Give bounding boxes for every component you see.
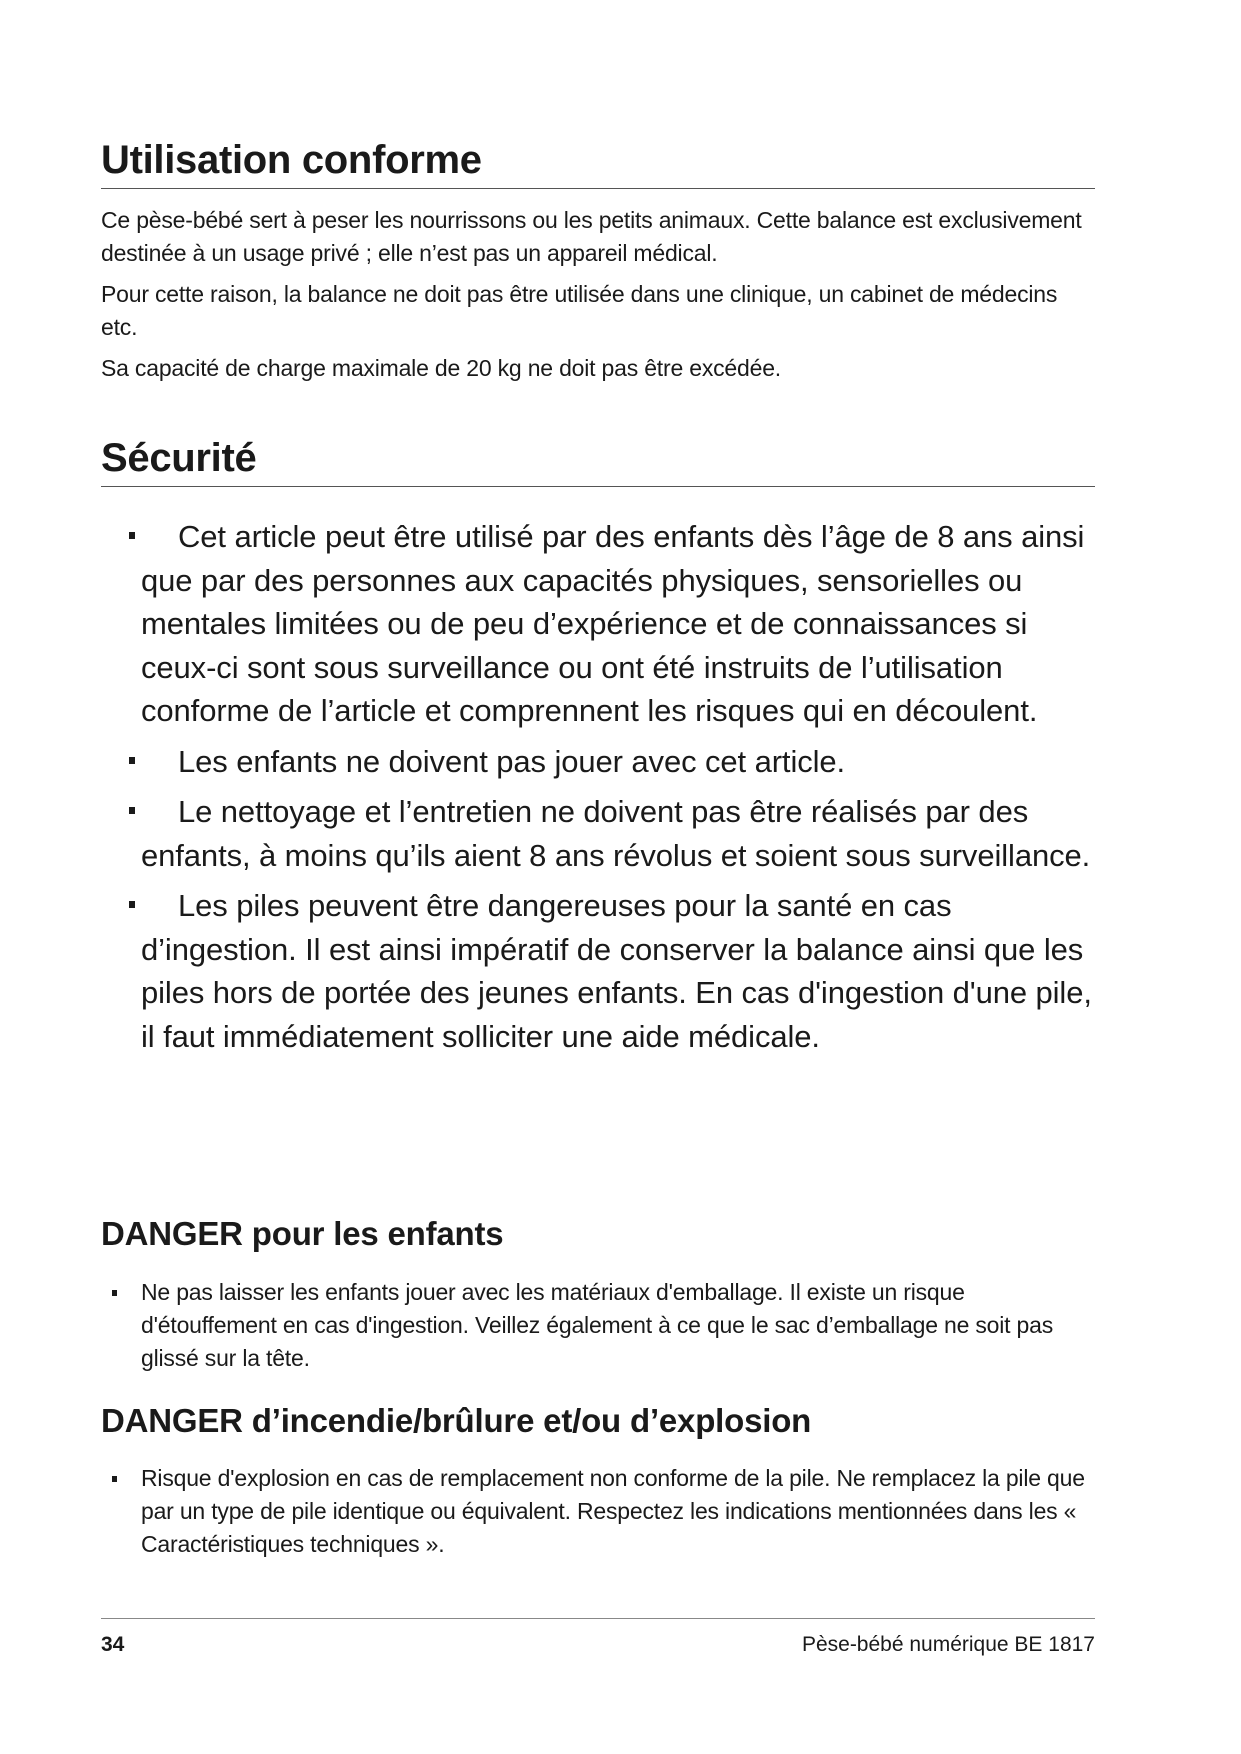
- list-item: [101, 790, 1095, 877]
- footer-divider: [101, 1618, 1095, 1619]
- footer-product-name: Pèse-bébé numérique BE 1817: [801, 1633, 1095, 1656]
- bullet-icon: [129, 757, 135, 764]
- section-title-utilisation: Utilisation conforme: [101, 136, 1095, 189]
- document-page: [101, 0, 1095, 1754]
- danger-enfants-list: [101, 1276, 1095, 1375]
- utilisation-paragraph-3: Sa capacité de charge maximale de 20 kg ne doit pas être excédée.: [101, 355, 781, 381]
- bullet-icon: [129, 901, 135, 908]
- list-item-text: d’ingestion. Il est ainsi impératif de conserver la balance ainsi que les piles hors de portée des jeunes enfants. En cas d'ingestion d'une pile, il faut immédiatement solliciter une aide médicale.: [141, 931, 1092, 1054]
- list-item-first-line: Les enfants ne doivent pas jouer avec cet article.: [178, 743, 846, 779]
- list-item-first-line: Le nettoyage et l’entretien ne doivent pas être réalisés par: [178, 794, 970, 829]
- section-title-securite: Sécurité: [101, 434, 1095, 487]
- list-item-text: 8 ans ainsi que par des personnes aux capacités physiques, sensorielles ou mentales limitées ou de peu d’expérience et de connaissances si ceux-ci sont sous surveillance ou ont été instruits de l’utilisation conforme de l’article et comprennent les risques qui en découlent.: [141, 519, 1085, 728]
- list-item-text: Ne pas laisser les enfants jouer avec les matériaux d'emballage. Il existe un risque d'étouffement en cas d'ingestion. Veillez également à ce que le sac d’emballage ne soit pas glissé sur la tête.: [141, 1279, 1054, 1371]
- section-title-danger-incendie: DANGER d’incendie/brûlure et/ou d’explosion: [101, 1402, 812, 1439]
- bullet-icon: [112, 1476, 117, 1482]
- list-item: [101, 1462, 1095, 1561]
- securite-list: [101, 515, 1095, 1065]
- list-item-text: Risque d'explosion en cas de remplacement non conforme de la pile. Ne remplacez la pile que par un type de pile identique ou équivalent. Respectez les indications mentionnées dans les « Caractéristiques techniques ».: [141, 1465, 1085, 1557]
- list-item: [101, 740, 1095, 784]
- utilisation-paragraph-1: Ce pèse-bébé sert à peser les nourrissons ou les petits animaux. Cette balance est exclusivement destinée à un usage privé ; elle n’est pas un appareil médical.: [101, 207, 1082, 266]
- list-item: [101, 884, 1095, 1058]
- utilisation-paragraph-2: Pour cette raison, la balance ne doit pas être utilisée dans une clinique, un cabinet de médecins etc.: [101, 281, 1058, 340]
- list-item: [101, 1276, 1095, 1375]
- list-item-first-line: Les piles peuvent être dangereuses pour la santé en cas: [178, 888, 952, 923]
- page-number: 34: [101, 1633, 125, 1656]
- bullet-icon: [112, 1290, 117, 1296]
- list-item-first-line: Cet article peut être utilisé par des enfants dès l’âge de: [178, 519, 929, 554]
- bullet-icon: [129, 532, 135, 539]
- bullet-icon: [129, 807, 135, 814]
- section-title-danger-enfants: DANGER pour les enfants: [101, 1215, 504, 1252]
- list-item-text: des enfants, à moins qu’ils aient 8 ans révolus et soient sous surveillance.: [141, 794, 1091, 873]
- danger-incendie-list: [101, 1462, 1095, 1561]
- list-item: [101, 515, 1095, 733]
